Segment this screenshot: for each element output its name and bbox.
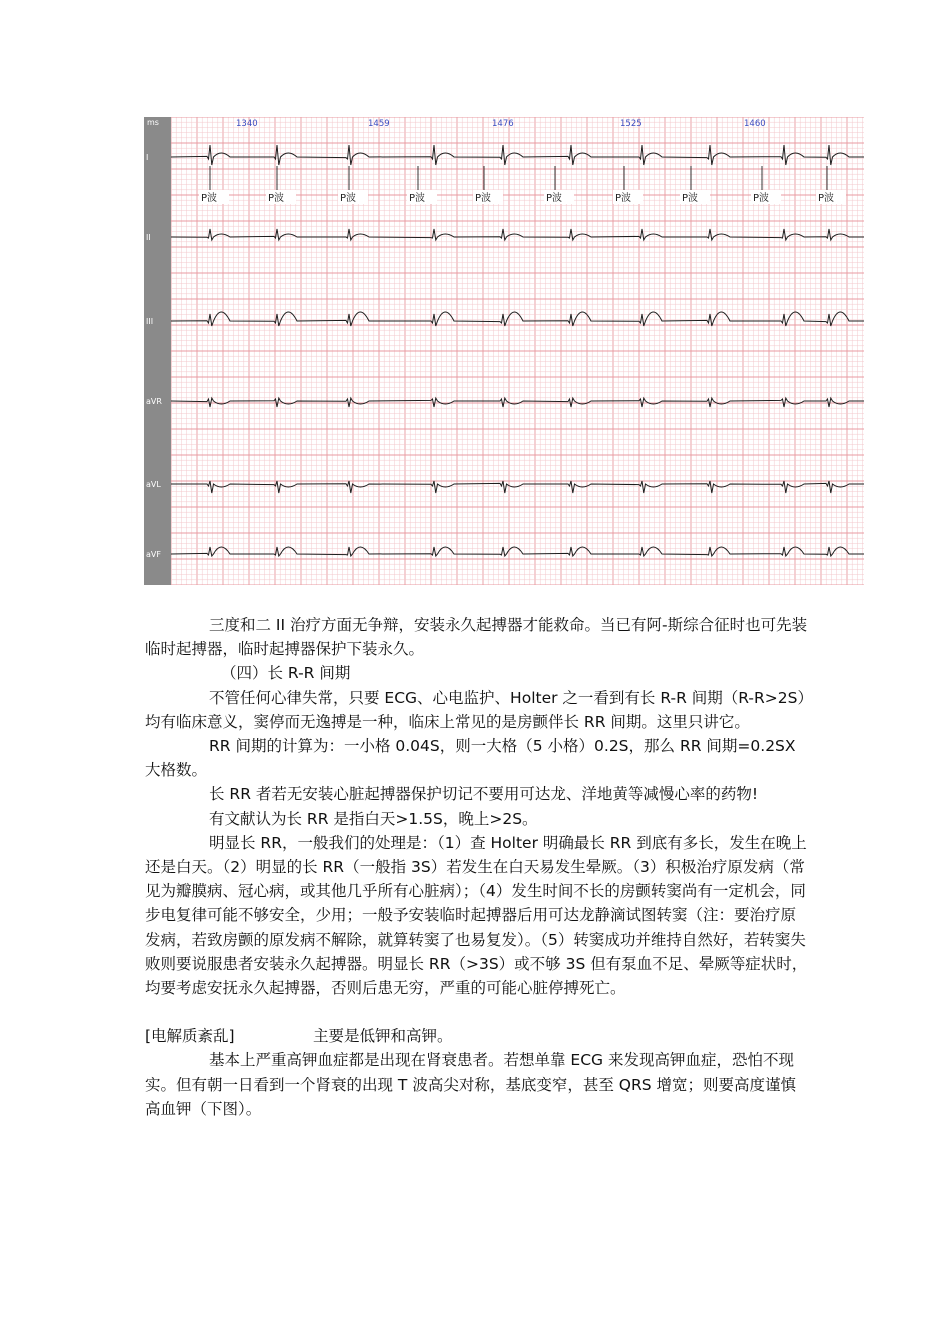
lead-label: aVF xyxy=(146,550,161,559)
p-wave-label: P波 xyxy=(753,193,770,204)
section-tag-electrolyte: [电解质紊乱] xyxy=(145,1027,235,1046)
lead-label: III xyxy=(146,317,154,326)
p-wave-label: P波 xyxy=(201,193,218,204)
p-wave-label: P波 xyxy=(546,193,563,204)
lead-label: aVR xyxy=(146,397,162,406)
ecg-strip xyxy=(144,117,864,585)
lead-label: II xyxy=(146,233,151,242)
paragraph-definition: 有文献认为长 RR 是指白天>1.5S，晚上>2S。 xyxy=(209,809,538,828)
paragraph-hyperkalemia: 基本上严重高钾血症都是出现在肾衰患者。若想单靠 ECG 来发现高钾血症，恐怕不现实。但有朝一日看到一个肾衰的出现 T 波高尖对称，基底变窄，甚至 QRS 增宽；则要高度谨慎高血钾（下图）。 xyxy=(145,1051,796,1118)
paragraph-rr-calculation: RR 间期的计算为：一小格 0.04S，则一大格（5 小格）0.2S，那么 RR 间期=0.2SX 大格数。 xyxy=(145,737,796,780)
section-heading-long-rr: （四）长 R-R 间期 xyxy=(221,664,351,683)
p-wave-label: P波 xyxy=(818,193,835,204)
p-wave-label: P波 xyxy=(340,193,357,204)
p-wave-label: P波 xyxy=(682,193,699,204)
p-wave-label: P波 xyxy=(409,193,426,204)
paragraph-drug-warning: 长 RR 者若无安装心脏起搏器保护切记不要用可达龙、洋地黄等减慢心率的药物! xyxy=(209,785,759,804)
body-text xyxy=(145,613,810,1121)
rr-label: 1525 xyxy=(620,119,642,129)
lead-label: I xyxy=(146,153,149,162)
rr-label: 1460 xyxy=(744,119,766,129)
p-wave-label: P波 xyxy=(268,193,285,204)
lead-label: aVL xyxy=(146,480,161,489)
rr-label: 1459 xyxy=(368,119,390,129)
rr-label: 1476 xyxy=(492,119,514,129)
lead-sidebar xyxy=(144,117,171,585)
p-wave-label: P波 xyxy=(615,193,632,204)
paragraph-long-rr-significance: 不管任何心律失常，只要 ECG、心电监护、Holter 之一看到有长 R-R 间期（R-R>2S）均有临床意义，窦停而无逸搏是一种，临床上常见的是房颤伴长 RR 间期。这里只讲它。 xyxy=(145,688,806,731)
paragraph-management: 明显长 RR，一般我们的处理是：（1）查 Holter 明确最长 RR 到底有多长，发生在晚上还是白天。（2）明显的长 RR（一般指 3S）若发生在白天易发生晕厥。（3）积极治疗原发病（常见为瓣膜病、冠心病，或其他几乎所有心脏病）；（4）发生时间不长的房颤转窦尚有一定机会，同步电复律可能不够安全，少用；一般予安装临时起搏器后用可达龙静滴试图转窦（注：要治疗原发病，若致房颤的原发病不解除，就算转窦了也易复发）。（5）转窦成功并维持自然好，若转窦失败则要说服患者安装永久起搏器。明显长 RR（>3S）或不够 3S 但有泵血不足、晕厥等症状时，均要考虑安抚永久起搏器，否则后患无穷，严重的可能心脏停搏死亡。 xyxy=(145,833,808,998)
paragraph-pacemaker: 三度和二 II 治疗方面无争辩，安装永久起搏器才能救命。当已有阿-斯综合征时也可先装临时起搏器，临时起搏器保护下装永久。 xyxy=(145,616,808,659)
rr-label: 1340 xyxy=(236,119,258,129)
unit-label: ms xyxy=(147,118,159,127)
electrolyte-summary: 主要是低钾和高钾。 xyxy=(313,1027,453,1046)
p-wave-label: P波 xyxy=(475,193,492,204)
